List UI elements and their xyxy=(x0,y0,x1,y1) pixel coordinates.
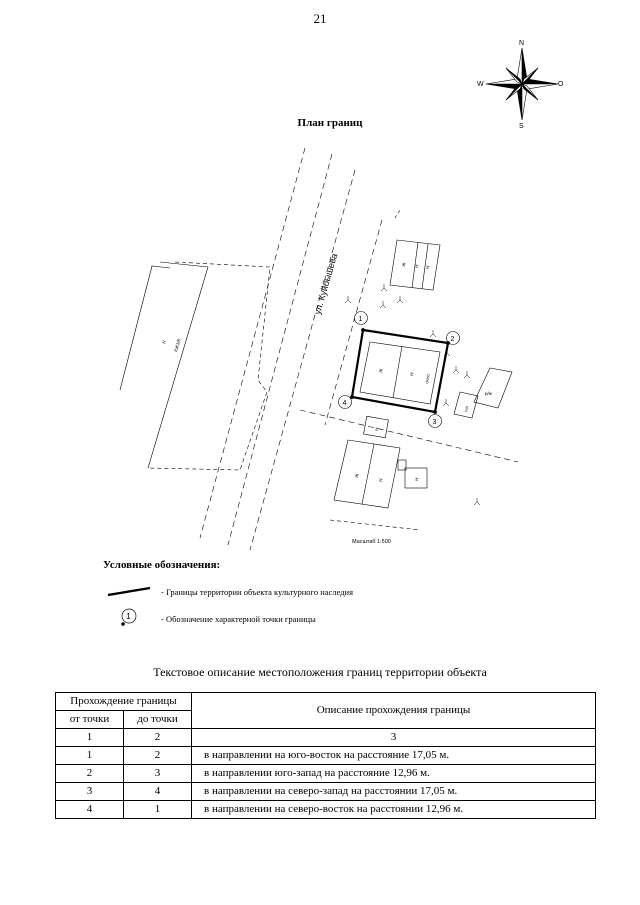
row-to: 4 xyxy=(124,783,192,801)
row-from: 2 xyxy=(56,765,124,783)
row-from: 1 xyxy=(56,747,124,765)
plan-title: План границ xyxy=(297,117,363,129)
main-building-label2: Н xyxy=(409,372,415,377)
compass-rose-icon xyxy=(476,38,566,130)
small-building-label: Н xyxy=(374,427,380,432)
table-header-row xyxy=(56,693,596,711)
page-number: 21 xyxy=(313,11,327,26)
right-building2-label: Н/Н xyxy=(464,405,470,413)
street-label: ул. Куйбышева xyxy=(312,252,340,316)
left-building-label1: Н xyxy=(161,339,167,345)
ne-building-label1: Ж xyxy=(401,262,407,268)
left-building-label2: КЖ1/6 xyxy=(173,338,182,353)
scale-label: Масштаб 1:500 xyxy=(352,539,391,545)
sw-building-label1: Ж xyxy=(354,473,360,479)
small-building2-label: Н xyxy=(414,477,420,482)
table-row xyxy=(56,765,596,783)
col-number-3: 3 xyxy=(192,729,596,747)
ne-building-label3: Н xyxy=(425,265,431,270)
row-from: 3 xyxy=(56,783,124,801)
ne-building-label2: Н xyxy=(414,264,420,269)
row-desc: в направлении на юго-восток на расстояние 17,05 м. xyxy=(192,747,596,765)
row-to: 2 xyxy=(124,747,192,765)
table-row xyxy=(56,801,596,819)
legend-title: Условные обозначения: xyxy=(103,559,221,571)
legend-point-symbol: 1 xyxy=(126,612,131,621)
point-label-2: 2 xyxy=(450,336,455,343)
compass-w: W xyxy=(477,81,484,88)
table-number-row xyxy=(56,729,596,747)
col-number-2: 2 xyxy=(124,729,192,747)
table-caption: Текстовое описание местоположения границ территории объекта xyxy=(153,665,487,679)
row-desc: в направлении юго-запад на расстояние 12,96 м. xyxy=(192,765,596,783)
row-from: 4 xyxy=(56,801,124,819)
col-number-1: 1 xyxy=(56,729,124,747)
legend-point-text: - Обозначение характерной точки границы xyxy=(161,614,316,624)
main-building-label3: ОКН/2 xyxy=(425,373,431,385)
header-to: до точки xyxy=(124,711,192,729)
table-row xyxy=(56,783,596,801)
table-row xyxy=(56,747,596,765)
legend-line-text: - Границы территории объекта культурного наследия xyxy=(161,587,353,597)
row-desc: в направлении на северо-запад на расстоянии 17,05 м. xyxy=(192,783,596,801)
header-group: Прохождение границы xyxy=(56,693,192,711)
header-from: от точки xyxy=(56,711,124,729)
boundary-point-icon xyxy=(114,607,144,629)
compass-e: O xyxy=(558,81,564,88)
compass-s: S xyxy=(519,123,524,130)
boundary-line-icon xyxy=(106,585,154,599)
point-label-4: 4 xyxy=(342,400,347,407)
row-to: 1 xyxy=(124,801,192,819)
main-building-label1: Ж xyxy=(378,368,384,374)
right-building-label: р/ж xyxy=(485,391,492,396)
row-to: 3 xyxy=(124,765,192,783)
sw-building-label2: Н xyxy=(378,478,384,483)
boundary-map xyxy=(100,140,540,560)
boundary-table xyxy=(55,692,596,819)
header-desc: Описание прохождения границы xyxy=(192,693,596,729)
row-desc: в направлении на северо-восток на расстоянии 12,96 м. xyxy=(192,801,596,819)
point-label-3: 3 xyxy=(432,419,437,426)
compass-n: N xyxy=(519,40,525,47)
point-label-1: 1 xyxy=(358,316,363,323)
